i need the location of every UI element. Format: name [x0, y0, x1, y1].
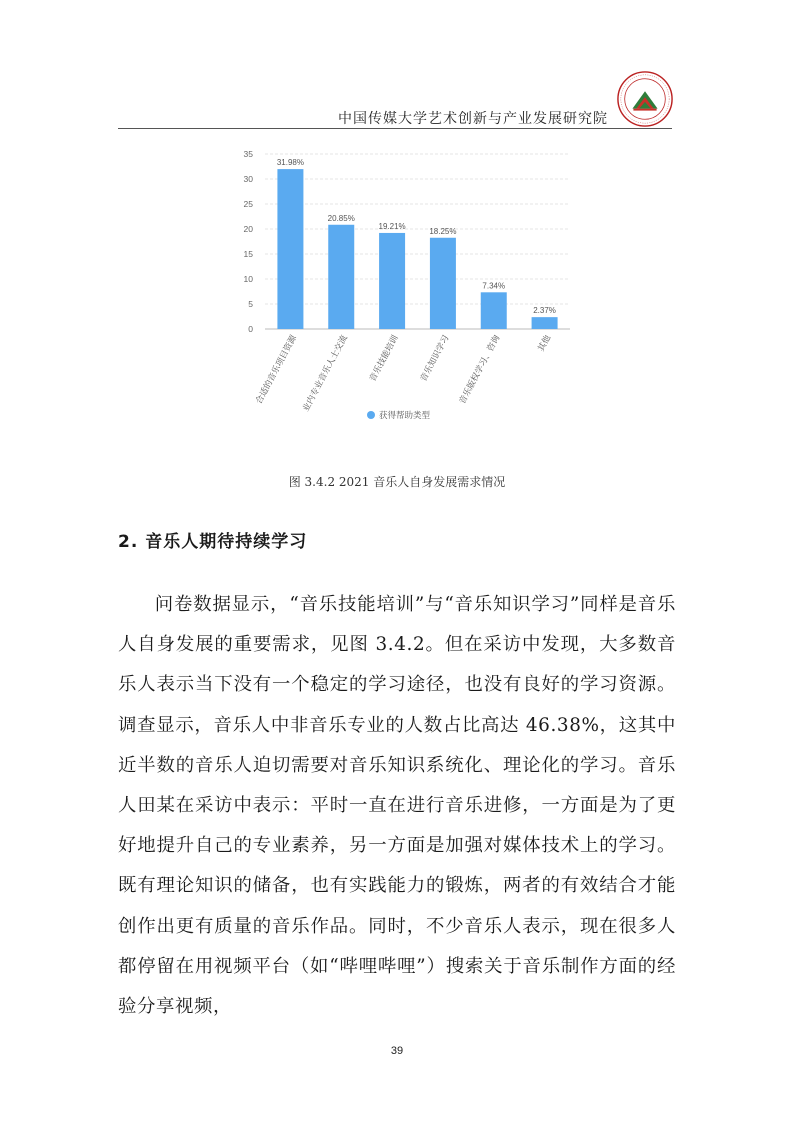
- bar: [532, 317, 558, 329]
- bar-value-label: 20.85%: [327, 213, 355, 223]
- x-tick-label: 业内专业音乐人士交流: [300, 333, 350, 414]
- header-divider: [118, 128, 672, 129]
- page-number: 39: [390, 1045, 404, 1057]
- institute-logo-icon: [616, 70, 674, 128]
- y-tick-label: 0: [248, 324, 253, 334]
- x-tick-label: 音乐技能培训: [367, 333, 400, 383]
- bar: [277, 169, 303, 329]
- x-tick-label: 音乐知识学习: [417, 333, 451, 383]
- bar: [328, 225, 354, 329]
- bar-chart: [220, 142, 580, 442]
- y-tick-label: 10: [243, 274, 253, 284]
- bar-value-label: 7.34%: [482, 281, 506, 291]
- chart-legend: [367, 410, 431, 420]
- y-tick-label: 30: [243, 174, 253, 184]
- bar: [430, 238, 456, 329]
- bar-value-label: 19.21%: [378, 221, 406, 231]
- bar-value-label: 31.98%: [276, 158, 304, 168]
- y-tick-label: 25: [243, 199, 253, 209]
- bar-value-label: 2.37%: [533, 306, 556, 316]
- bar: [481, 292, 507, 329]
- x-tick-label: 合适的音乐项目资源: [253, 333, 299, 406]
- y-tick-label: 35: [243, 149, 253, 159]
- bar-value-label: 18.25%: [429, 226, 457, 236]
- y-tick-label: 15: [243, 249, 253, 259]
- y-tick-label: 20: [243, 224, 253, 234]
- x-tick-label: 音乐版权学习、咨询: [456, 333, 502, 406]
- x-tick-label: 其他: [535, 333, 553, 353]
- bar: [379, 233, 405, 329]
- figure-caption: 图 3.4.2 2021 音乐人自身发展需求情况: [288, 475, 506, 489]
- legend-label: 获得帮助类型: [379, 410, 431, 420]
- legend-marker: [367, 411, 375, 419]
- header-institute-title: 中国传媒大学艺术创新与产业发展研究院: [338, 111, 608, 127]
- body-paragraph: 问卷数据显示，“音乐技能培训”与“音乐知识学习”同样是音乐人自身发展的重要需求，见图 3.4.2。但在采访中发现，大多数音乐人表示当下没有一个稳定的学习途径，也没有良好的学习资源。调查显示，音乐人中非音乐专业的人数占比高达 46.38%，这其中近半数的音乐人迫切需要对音乐知识系统化、理论化的学习。音乐人田某在采访中表示：平时一直在进行音乐进修，一方面是为了更好地提升自己的专业素养，另一方面是加强对媒体技术上的学习。既有理论知识的储备，也有实践能力的锻炼，两者的有效结合才能创作出更有质量的音乐作品。同时，不少音乐人表示，现在很多人都停留在用视频平台（如“哔哩哔哩”）搜索关于音乐制作方面的经验分享视频，: [118, 594, 676, 1018]
- section-heading: 2. 音乐人期待持续学习: [118, 532, 308, 552]
- y-tick-label: 5: [248, 299, 253, 309]
